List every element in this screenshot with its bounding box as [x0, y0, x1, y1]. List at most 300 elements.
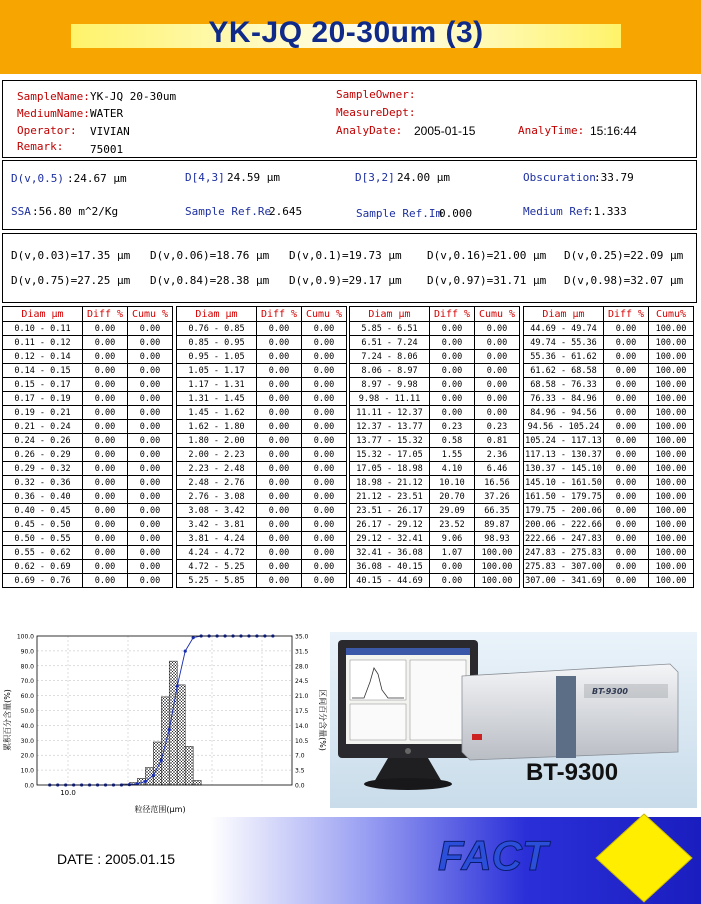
diff-cell: 0.00	[83, 350, 128, 364]
diam-cell: 15.32 - 17.05	[350, 448, 430, 462]
diff-bar	[193, 780, 201, 785]
obscuration-value: :33.79	[594, 171, 634, 184]
table-row	[3, 350, 173, 364]
diff-cell: 0.00	[83, 392, 128, 406]
cumu-cell: 98.93	[475, 532, 520, 546]
table-row	[350, 392, 520, 406]
params-box	[2, 160, 697, 230]
col-header-cumu: Cumu %	[302, 307, 347, 322]
diff-cell: 0.00	[604, 574, 649, 588]
cumu-cell: 0.00	[302, 574, 347, 588]
diff-cell: 0.00	[430, 364, 475, 378]
cumu-cell: 100.00	[649, 322, 694, 336]
table-row	[524, 336, 694, 350]
diam-cell: 84.96 - 94.56	[524, 406, 604, 420]
diff-cell: 1.55	[430, 448, 475, 462]
cumu-point	[152, 774, 155, 777]
diam-cell: 23.51 - 26.17	[350, 504, 430, 518]
table-row	[3, 574, 173, 588]
diff-cell: 0.00	[257, 560, 302, 574]
cumu-cell: 100.00	[649, 420, 694, 434]
table-row	[350, 476, 520, 490]
page-title: YK-JQ 20-30um (3)	[208, 16, 484, 49]
fact-logo	[420, 820, 570, 890]
diff-cell: 0.00	[257, 364, 302, 378]
dv-0.9: D(v,0.9)=29.17 μm	[289, 274, 402, 287]
sample-name-value: YK-JQ 20-30um	[90, 90, 177, 103]
diff-cell: 0.00	[257, 462, 302, 476]
cumu-cell: 100.00	[649, 504, 694, 518]
table-row	[3, 518, 173, 532]
diff-cell: 0.00	[257, 532, 302, 546]
diff-cell: 0.00	[83, 406, 128, 420]
diam-cell: 0.55 - 0.62	[3, 546, 83, 560]
table-row	[524, 322, 694, 336]
table-row	[350, 336, 520, 350]
diff-cell: 0.00	[604, 350, 649, 364]
diam-cell: 0.36 - 0.40	[3, 490, 83, 504]
y-right-tick-label: 7.0	[295, 752, 305, 760]
table-row	[350, 518, 520, 532]
diff-cell: 0.00	[257, 518, 302, 532]
cumu-cell: 66.35	[475, 504, 520, 518]
y-right-tick-label: 31.5	[295, 648, 309, 656]
cumu-point	[184, 649, 187, 652]
measure-dept-label: MeasureDept:	[336, 106, 416, 119]
cumu-point	[144, 780, 147, 783]
cumu-cell: 0.00	[302, 420, 347, 434]
dv-0.25: D(v,0.25)=22.09 μm	[564, 249, 684, 262]
cumu-cell: 0.00	[302, 378, 347, 392]
table-row	[524, 434, 694, 448]
cumu-cell: 0.00	[128, 420, 173, 434]
cumu-cell: 100.00	[649, 336, 694, 350]
diam-cell: 0.50 - 0.55	[3, 532, 83, 546]
diam-cell: 0.24 - 0.26	[3, 434, 83, 448]
table-row	[524, 476, 694, 490]
diam-cell: 5.25 - 5.85	[177, 574, 257, 588]
table-row	[177, 546, 347, 560]
cumu-cell: 89.87	[475, 518, 520, 532]
operator-label: Operator:	[17, 124, 77, 137]
sample-ref-im-value: 0.000	[439, 207, 473, 220]
diff-cell: 0.00	[430, 574, 475, 588]
diff-cell: 0.00	[257, 336, 302, 350]
diff-cell: 20.70	[430, 490, 475, 504]
table-row	[3, 420, 173, 434]
diff-cell: 0.00	[604, 434, 649, 448]
diam-cell: 1.17 - 1.31	[177, 378, 257, 392]
col-header-cumu: Cumu %	[128, 307, 173, 322]
diff-cell: 0.00	[83, 336, 128, 350]
diff-cell: 0.00	[604, 462, 649, 476]
cumu-cell: 0.00	[475, 378, 520, 392]
diff-cell: 0.00	[604, 420, 649, 434]
analy-time-value: 15:16:44	[590, 124, 637, 138]
diam-cell: 1.05 - 1.17	[177, 364, 257, 378]
diff-cell: 0.00	[604, 336, 649, 350]
table-row	[3, 364, 173, 378]
diam-cell: 18.98 - 21.12	[350, 476, 430, 490]
cumu-cell: 0.00	[302, 546, 347, 560]
diff-bar	[177, 685, 185, 785]
diam-cell: 3.08 - 3.42	[177, 504, 257, 518]
table-row	[350, 406, 520, 420]
diff-cell: 0.00	[257, 392, 302, 406]
diff-cell: 0.00	[257, 546, 302, 560]
diff-cell: 0.00	[430, 322, 475, 336]
col-header-diff: Diff %	[430, 307, 475, 322]
d43-label: D[4,3]	[185, 171, 225, 184]
diff-bar	[185, 746, 193, 785]
diam-cell: 0.26 - 0.29	[3, 448, 83, 462]
diff-cell: 0.00	[430, 406, 475, 420]
diff-cell: 0.00	[257, 406, 302, 420]
table-row	[350, 490, 520, 504]
diam-cell: 2.00 - 2.23	[177, 448, 257, 462]
diam-cell: 1.45 - 1.62	[177, 406, 257, 420]
table-row	[177, 448, 347, 462]
diff-cell: 0.00	[83, 364, 128, 378]
y-left-tick-label: 20.0	[20, 752, 34, 760]
cumu-cell: 100.00	[649, 448, 694, 462]
table-row	[3, 532, 173, 546]
cumu-cell: 0.00	[302, 392, 347, 406]
diff-cell: 0.00	[83, 476, 128, 490]
analy-date-label: AnalyDate:	[336, 124, 403, 137]
cumu-cell: 100.00	[649, 518, 694, 532]
obscuration-label: Obscuration	[523, 171, 596, 184]
cumu-cell: 100.00	[649, 462, 694, 476]
dv-0.16: D(v,0.16)=21.00 μm	[427, 249, 547, 262]
cumu-cell: 100.00	[649, 560, 694, 574]
dv-0.06: D(v,0.06)=18.76 μm	[150, 249, 270, 262]
cumu-cell: 0.00	[302, 350, 347, 364]
table-row	[350, 448, 520, 462]
cumu-cell: 0.00	[475, 350, 520, 364]
y-left-tick-label: 10.0	[20, 767, 34, 775]
table-row	[350, 322, 520, 336]
diam-cell: 2.76 - 3.08	[177, 490, 257, 504]
cumu-cell: 0.00	[128, 546, 173, 560]
medium-ref-value: :1.333	[587, 205, 627, 218]
y-left-tick-label: 80.0	[20, 663, 34, 671]
diff-cell: 23.52	[430, 518, 475, 532]
diff-cell: 0.00	[430, 336, 475, 350]
ssa-label: SSA	[11, 205, 31, 218]
cumu-cell: 0.00	[475, 364, 520, 378]
ssa-value: :56.80 m^2/Kg	[32, 205, 119, 218]
table-row	[177, 560, 347, 574]
table-row	[524, 378, 694, 392]
size-table-2	[176, 306, 347, 588]
table-row	[350, 532, 520, 546]
footer-date: DATE : 2005.01.15	[57, 851, 176, 867]
table-row	[350, 350, 520, 364]
diff-cell: 0.00	[604, 490, 649, 504]
table-row	[177, 504, 347, 518]
diff-cell: 0.00	[83, 546, 128, 560]
table-row	[177, 434, 347, 448]
diamond-icon	[592, 812, 696, 904]
diam-cell: 6.51 - 7.24	[350, 336, 430, 350]
dv-0.97: D(v,0.97)=31.71 μm	[427, 274, 547, 287]
remark-value: 75001	[90, 143, 124, 156]
size-table-4	[523, 306, 694, 588]
diam-cell: 0.85 - 0.95	[177, 336, 257, 350]
diam-cell: 12.37 - 13.77	[350, 420, 430, 434]
table-row	[3, 462, 173, 476]
col-header-diam: Diam μm	[177, 307, 257, 322]
operator-value: VIVIAN	[90, 125, 130, 138]
diam-cell: 4.24 - 4.72	[177, 546, 257, 560]
y-left-tick-label: 90.0	[20, 648, 34, 656]
remark-label: Remark:	[17, 140, 64, 153]
cumu-cell: 0.00	[302, 364, 347, 378]
cumu-cell: 100.00	[649, 364, 694, 378]
diff-bar	[161, 697, 169, 785]
cumu-cell: 0.00	[302, 490, 347, 504]
d32-value: 24.00 μm	[397, 171, 450, 184]
sample-ref-im-label: Sample Ref.Im	[356, 207, 443, 220]
diam-cell: 307.00 - 341.69	[525, 575, 602, 586]
diam-cell: 0.14 - 0.15	[3, 364, 83, 378]
diff-cell: 0.00	[604, 322, 649, 336]
cumu-cell: 0.00	[302, 532, 347, 546]
cumu-point	[160, 759, 163, 762]
diam-cell: 130.37 - 145.10	[525, 463, 602, 474]
table-row	[177, 518, 347, 532]
diam-cell: 29.12 - 32.41	[350, 532, 430, 546]
size-table-3	[349, 306, 520, 588]
col-header-diff: Diff %	[604, 307, 649, 322]
diff-cell: 0.00	[604, 476, 649, 490]
diam-cell: 3.42 - 3.81	[177, 518, 257, 532]
diam-cell: 11.11 - 12.37	[350, 406, 430, 420]
table-row	[524, 448, 694, 462]
diff-cell: 0.00	[83, 378, 128, 392]
dv-0.84: D(v,0.84)=28.38 μm	[150, 274, 270, 287]
col-header-diam: Diam μm	[524, 307, 604, 322]
diam-cell: 0.11 - 0.12	[3, 336, 83, 350]
cumu-cell: 100.00	[649, 378, 694, 392]
cumu-cell: 2.36	[475, 448, 520, 462]
diff-cell: 0.00	[257, 490, 302, 504]
cumu-cell: 0.23	[475, 420, 520, 434]
diff-cell: 0.00	[604, 448, 649, 462]
col-header-diff: Diff %	[257, 307, 302, 322]
sample-owner-label: SampleOwner:	[336, 88, 416, 101]
cumu-cell: 100.00	[475, 560, 520, 574]
diam-cell: 2.48 - 2.76	[177, 476, 257, 490]
table-row	[524, 546, 694, 560]
dv-0.1: D(v,0.1)=19.73 μm	[289, 249, 402, 262]
dv-percentiles-box	[2, 233, 697, 303]
col-header-diff: Diff %	[83, 307, 128, 322]
diam-cell: 26.17 - 29.12	[350, 518, 430, 532]
diff-cell: 0.00	[83, 504, 128, 518]
table-row	[177, 406, 347, 420]
diff-cell: 0.00	[257, 476, 302, 490]
diam-cell: 49.74 - 55.36	[524, 336, 604, 350]
table-row	[524, 350, 694, 364]
table-row	[3, 490, 173, 504]
dv-0.75: D(v,0.75)=27.25 μm	[11, 274, 131, 287]
diff-cell: 0.00	[257, 420, 302, 434]
cumu-cell: 0.00	[128, 448, 173, 462]
diam-cell: 179.75 - 200.06	[525, 505, 602, 516]
table-row	[177, 364, 347, 378]
table-row	[177, 336, 347, 350]
diam-cell: 0.21 - 0.24	[3, 420, 83, 434]
diam-cell: 44.69 - 49.74	[524, 322, 604, 336]
diff-cell: 0.00	[604, 504, 649, 518]
diam-cell: 9.98 - 11.11	[350, 392, 430, 406]
diam-cell: 1.62 - 1.80	[177, 420, 257, 434]
diam-cell: 161.50 - 179.75	[525, 491, 602, 502]
col-header-cumu: Cumu %	[475, 307, 520, 322]
table-row	[350, 462, 520, 476]
y-right-tick-label: 0.0	[295, 782, 305, 790]
cumu-cell: 0.00	[128, 490, 173, 504]
cumu-cell: 0.00	[128, 378, 173, 392]
cumu-cell: 100.00	[649, 490, 694, 504]
table-row	[177, 462, 347, 476]
diff-cell: 0.00	[604, 518, 649, 532]
y-right-axis-label: 区间百分含量(%)	[318, 689, 327, 751]
table-row	[177, 392, 347, 406]
diff-cell: 0.00	[257, 378, 302, 392]
cumu-cell: 100.00	[649, 350, 694, 364]
diff-cell: 10.10	[430, 476, 475, 490]
diam-cell: 61.62 - 68.58	[524, 364, 604, 378]
cumu-cell: 0.00	[128, 504, 173, 518]
cumu-cell: 100.00	[649, 392, 694, 406]
cumu-cell: 0.00	[302, 406, 347, 420]
diff-cell: 9.06	[430, 532, 475, 546]
model-label: BT-9300	[526, 759, 619, 786]
cumu-cell: 0.00	[302, 560, 347, 574]
y-right-tick-label: 21.0	[295, 693, 309, 701]
cumu-cell: 0.00	[128, 350, 173, 364]
diam-cell: 247.83 - 275.83	[525, 547, 602, 558]
table-row	[3, 378, 173, 392]
diam-cell: 117.13 - 130.37	[525, 449, 602, 460]
diam-cell: 200.06 - 222.66	[525, 519, 602, 530]
table-row	[350, 574, 520, 588]
diam-cell: 76.33 - 84.96	[524, 392, 604, 406]
diam-cell: 8.06 - 8.97	[350, 364, 430, 378]
diam-cell: 13.77 - 15.32	[350, 434, 430, 448]
cumu-cell: 100.00	[649, 434, 694, 448]
table-row	[524, 392, 694, 406]
cumu-cell: 0.00	[128, 406, 173, 420]
diff-cell: 0.00	[83, 532, 128, 546]
diff-cell: 0.00	[83, 462, 128, 476]
y-right-tick-label: 28.0	[295, 663, 309, 671]
diff-cell: 0.00	[604, 546, 649, 560]
x-axis-label: 粒径范围(μm)	[134, 805, 186, 814]
diff-cell: 29.09	[430, 504, 475, 518]
y-left-tick-label: 60.0	[20, 693, 34, 701]
sample-name-label: SampleName:	[17, 90, 90, 103]
cumu-cell: 0.00	[128, 392, 173, 406]
diam-cell: 0.17 - 0.19	[3, 392, 83, 406]
device-small-label: BT-9300	[592, 687, 628, 696]
diam-cell: 4.72 - 5.25	[177, 560, 257, 574]
diff-cell: 0.00	[257, 504, 302, 518]
y-right-tick-label: 35.0	[295, 633, 309, 641]
analy-time-label: AnalyTime:	[518, 124, 585, 137]
cumu-cell: 0.00	[128, 532, 173, 546]
diff-cell: 0.00	[257, 574, 302, 588]
cumu-cell: 0.00	[128, 476, 173, 490]
diff-cell: 0.00	[430, 350, 475, 364]
table-row	[350, 434, 520, 448]
cumu-cell: 0.00	[302, 462, 347, 476]
y-left-tick-label: 70.0	[20, 678, 34, 686]
table-row	[524, 560, 694, 574]
table-row	[3, 476, 173, 490]
cumu-cell: 16.56	[475, 476, 520, 490]
cumu-cell: 100.00	[649, 532, 694, 546]
cumu-cell: 0.00	[128, 574, 173, 588]
table-row	[3, 392, 173, 406]
diff-cell: 0.00	[257, 350, 302, 364]
table-row	[524, 490, 694, 504]
table-row	[524, 462, 694, 476]
table-row	[3, 504, 173, 518]
diff-cell: 0.00	[83, 560, 128, 574]
table-row	[350, 420, 520, 434]
diam-cell: 0.69 - 0.76	[3, 574, 83, 588]
diff-cell: 0.00	[83, 448, 128, 462]
medium-ref-label: Medium Ref	[523, 205, 590, 218]
diam-cell: 0.62 - 0.69	[3, 560, 83, 574]
cumu-cell: 0.00	[475, 336, 520, 350]
diff-cell: 0.00	[83, 518, 128, 532]
diam-cell: 1.31 - 1.45	[177, 392, 257, 406]
table-row	[524, 420, 694, 434]
diff-cell: 0.00	[604, 532, 649, 546]
dv-0.98: D(v,0.98)=32.07 μm	[564, 274, 684, 287]
dv05-value: :24.67 μm	[67, 172, 127, 185]
table-row	[3, 434, 173, 448]
table-row	[524, 532, 694, 546]
y-left-tick-label: 40.0	[20, 722, 34, 730]
diam-cell: 32.41 - 36.08	[350, 546, 430, 560]
table-row	[177, 420, 347, 434]
cumu-cell: 0.00	[302, 476, 347, 490]
table-row	[3, 322, 173, 336]
col-header-diam: Diam μm	[350, 307, 430, 322]
table-row	[350, 504, 520, 518]
diff-cell: 0.00	[257, 448, 302, 462]
diam-cell: 17.05 - 18.98	[350, 462, 430, 476]
cumu-cell: 100.00	[475, 574, 520, 588]
diam-cell: 68.58 - 76.33	[524, 378, 604, 392]
cumu-cell: 0.00	[128, 336, 173, 350]
diam-cell: 145.10 - 161.50	[525, 477, 602, 488]
diam-cell: 0.45 - 0.50	[3, 518, 83, 532]
diam-cell: 0.19 - 0.21	[3, 406, 83, 420]
y-left-tick-label: 50.0	[20, 708, 34, 715]
diff-cell: 0.00	[604, 364, 649, 378]
cumu-point	[192, 636, 195, 639]
size-table-1	[2, 306, 173, 588]
cumu-cell: 0.00	[475, 406, 520, 420]
cumu-cell: 0.00	[302, 518, 347, 532]
